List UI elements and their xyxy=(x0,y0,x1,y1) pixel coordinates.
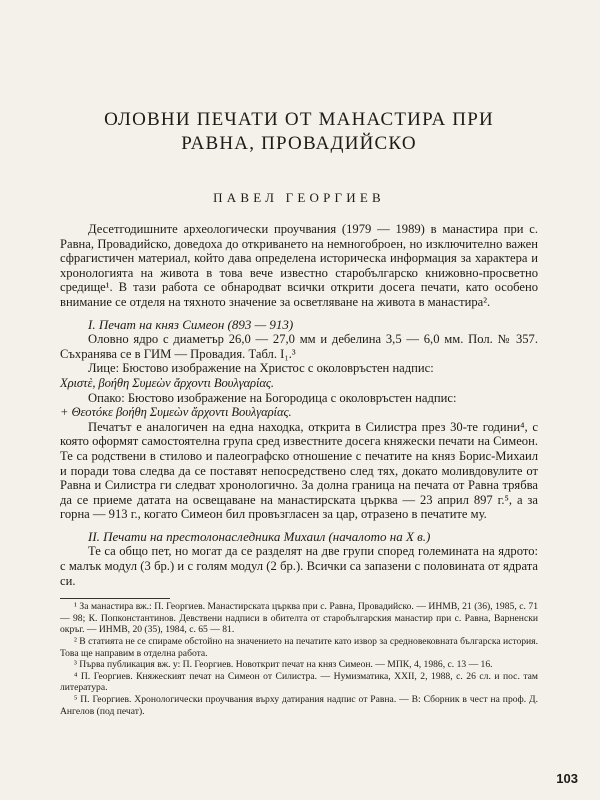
section1-obverse xyxy=(60,361,538,376)
footnote-5: ⁵ П. Георгиев. Хронологически проучвания върху датирания надпис от Равна. — В: Сборник в чест на проф. Д. Ангелов (под печат). xyxy=(60,694,538,717)
intro-paragraph: Десетгодишните археологически проучвания (1979 — 1989) в манастира при с. Равна, Провадийско, доведоха до откриването на немногоброен, но изключително важен сфрагистичен материал, който дава определена историческа информация за характера и хронологията на живота в това вече известно старобългарско книжовно-просветно средище¹. В тази работа се обнародват всички открити досега печати, като особено внимание се отделя на тяхното значение за осветляване на живота в манастира². xyxy=(60,222,538,309)
footnote-divider xyxy=(60,598,170,599)
title-line-1: ОЛОВНИ ПЕЧАТИ ОТ МАНАСТИРА ПРИ xyxy=(104,109,494,130)
page-number: 103 xyxy=(556,771,578,786)
footnote-2: ² В статията не се спираме обстойно на значението на печатите като извор за средновековната българска история. Това ще направим в отделна работа. xyxy=(60,636,538,659)
section-heading-1: I. Печат на княз Симеон (893 — 913) xyxy=(88,316,294,332)
section1-paragraph-4: Печатът е аналогичен на една находка, открита в Силистра през 30-те години⁴, с която оформят самостоятелна група сред известните досега княжески печати на Симеон. Те са родствени в стилово и палеографско отношение с печатите на княз Борис-Михаил и поради това следва да се поставят непосредствено след тях, докато моливдовулите от Равна и Силистра ги следват хронологично. За долна граница на печата от Равна трябва да се приеме датата на освещаване на манастирската църква — 23 април 897 г.⁵, а за горна — 913 г., когато Симеон бил провъзгласен за цар, отразено в печатите му. xyxy=(60,419,538,522)
article-body xyxy=(60,222,538,588)
obverse-inscription: Χριστὲ, βοήθη Συμεὼν ἄρχοντι Βουλγαρίας. xyxy=(60,375,274,390)
obverse-description: Лице: Бюстово изображение на Христос с околовръстен надпис: xyxy=(88,361,434,376)
article-title xyxy=(60,0,538,156)
reverse-inscription: + Θεοτόκε βοήθη Συμεὼν ἄρχοντι Βουλγαρίας. xyxy=(60,405,292,420)
section2-paragraph-1: Те са общо пет, но могат да се разделят на две групи според големината на ядрото: с малък модул (3 бр.) и с голям модул (2 бр.). Всички са запазени с половината от ядрата си. xyxy=(60,544,538,588)
section1-paragraph-1: Оловно ядро с диаметър 26,0 — 27,0 мм и дебелина 3,5 — 6,0 мм. Пол. № 357. Съхранява се в ГИМ — Провадия. Табл. I₁.³ xyxy=(60,332,538,361)
section1-reverse xyxy=(60,391,538,406)
footnotes xyxy=(60,601,538,717)
footnote-1: ¹ За манастира вж.: П. Георгиев. Манастирската църква при с. Равна, Провадийско. — ИНМВ, 21 (36), 1985, с. 71 — 98; К. Попконстантинов. Девствени надписи в обителта от старобългарския манастир при с. Равна, Варненски окръг. — ИНМВ, 20 (35), 1984, с. 65 — 81. xyxy=(60,601,538,636)
footnote-4: ⁴ П. Георгиев. Княжеският печат на Симеон от Силистра. — Нумизматика, XXII, 2, 1988, с. 26 сл. и пос. там литература. xyxy=(60,670,538,694)
title-line-2: РАВНА, ПРОВАДИЙСКО xyxy=(181,133,417,154)
author-name: ПАВЕЛ ГЕОРГИЕВ xyxy=(213,190,385,205)
section-heading-2: II. Печати на престолонаследника Михаил (началото на X в.) xyxy=(88,528,431,544)
footnote-3: ³ Първа публикация вж. у: П. Георгиев. Новоткрит печат на княз Симеон. — МПК, 4, 1986, с. 13 — 16. xyxy=(74,659,493,671)
reverse-description: Опако: Бюстово изображение на Богородица с околовръстен надпис: xyxy=(88,390,457,405)
